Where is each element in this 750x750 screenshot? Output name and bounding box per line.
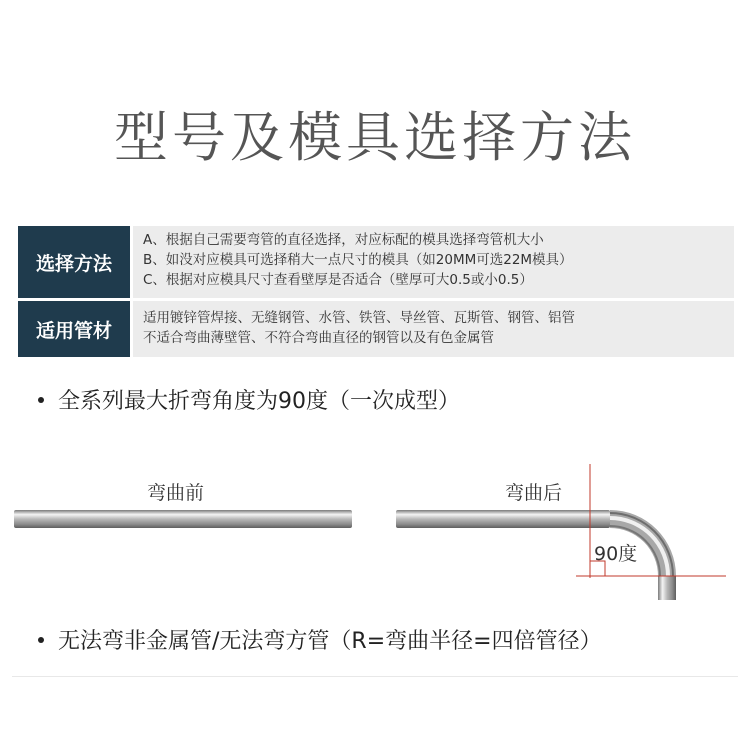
bottom-divider xyxy=(12,676,738,677)
applicable-pipes-line-2: 不适合弯曲薄壁管、不符合弯曲直径的钢管以及有色金属管 xyxy=(143,330,494,346)
row-label-applicable-pipes: 适用管材 xyxy=(18,301,130,357)
selection-method-line-b: B、如没对应模具可选择稍大一点尺寸的模具（如20MM可选22M模具） xyxy=(143,252,573,268)
page-title: 型号及模具选择方法 xyxy=(114,106,636,169)
note-limits xyxy=(38,624,602,655)
after-bend-label: 弯曲后 xyxy=(505,482,563,504)
bullet-dot-icon xyxy=(38,397,44,403)
table-row-applicable-pipes xyxy=(18,301,734,357)
applicable-pipes-line-1: 适用镀锌管焊接、无缝钢管、水管、铁管、导丝管、瓦斯管、钢管、铝管 xyxy=(143,310,575,326)
note-max-angle-text: 全系列最大折弯角度为90度（一次成型） xyxy=(58,389,460,414)
bending-diagram xyxy=(0,450,750,610)
row-label-selection-method: 选择方法 xyxy=(18,226,130,298)
straight-pipe xyxy=(14,510,352,528)
table-row-selection-method xyxy=(18,226,734,298)
note-max-angle xyxy=(38,384,460,415)
spec-table xyxy=(18,226,734,360)
angle-label: 90度 xyxy=(594,543,638,565)
bullet-dot-icon xyxy=(38,637,44,643)
row-content-applicable-pipes xyxy=(133,301,734,357)
note-limits-text: 无法弯非金属管/无法弯方管（R=弯曲半径=四倍管径） xyxy=(58,629,602,654)
row-content-selection-method xyxy=(133,226,734,298)
before-bend-label: 弯曲前 xyxy=(147,482,205,504)
selection-method-line-a: A、根据自己需要弯管的直径选择，对应标配的模具选择弯管机大小 xyxy=(143,232,544,248)
selection-method-line-c: C、根据对应模具尺寸查看壁厚是否适合（壁厚可大0.5或小0.5） xyxy=(143,272,533,288)
